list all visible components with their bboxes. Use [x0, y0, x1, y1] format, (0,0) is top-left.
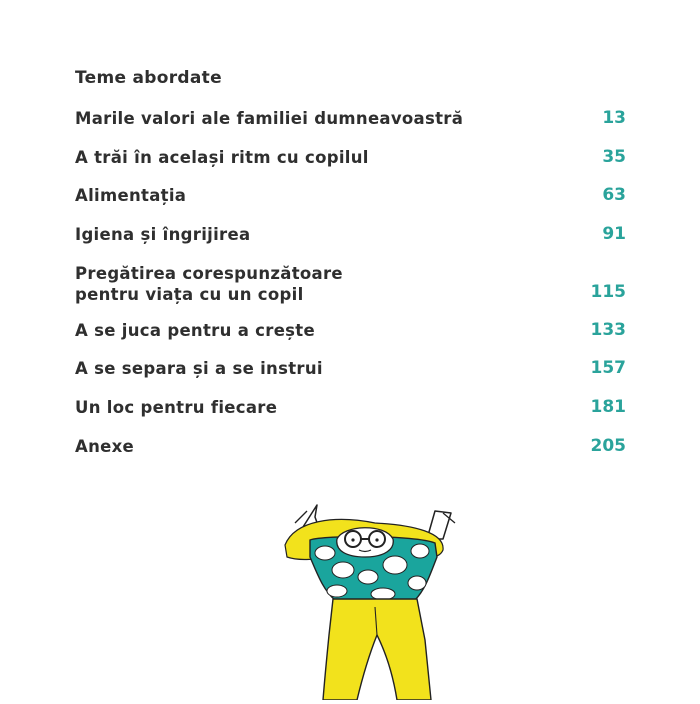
toc-entry-title: Un loc pentru fiecare — [75, 398, 278, 417]
toc-entry-page: 91 — [602, 224, 626, 244]
toc-entry-page: 205 — [590, 436, 626, 456]
toc-entry-page: 63 — [602, 185, 626, 205]
toc-entry-page: 181 — [590, 397, 626, 417]
toc-entry-title: Alimentația — [75, 186, 187, 205]
toc-entry — [75, 108, 626, 129]
toc-entry — [75, 263, 626, 303]
toc-entry-title: A se separa și a se instrui — [75, 359, 323, 378]
toc-entry-page: 115 — [590, 282, 626, 302]
toc-entry-page: 133 — [590, 320, 626, 340]
toc-entry — [75, 397, 626, 418]
toc-entry — [75, 224, 626, 245]
toc-entry — [75, 147, 626, 168]
toc-entry-page: 35 — [602, 147, 626, 167]
toc-entry-title: Pregătirea corespunzătoare pentru viața cu un copil — [75, 264, 343, 304]
toc-entry-page: 157 — [590, 358, 626, 378]
toc-heading: Teme abordate — [75, 68, 222, 88]
toc-entry — [75, 185, 626, 206]
toc-entry-title: Anexe — [75, 437, 135, 456]
woman-with-glasses-arms-raised-illustration — [265, 495, 465, 700]
toc-entry — [75, 320, 626, 341]
toc-entry-title: A trăi în același ritm cu copilul — [75, 148, 369, 167]
toc-entry-title: Igiena și îngrijirea — [75, 225, 251, 244]
toc-entry-page: 13 — [602, 108, 626, 128]
toc-entry-title: A se juca pentru a crește — [75, 321, 315, 340]
toc-entry — [75, 358, 626, 379]
toc-entry-title: Marile valori ale familiei dumneavoastră — [75, 109, 464, 128]
toc-entry — [75, 436, 626, 457]
